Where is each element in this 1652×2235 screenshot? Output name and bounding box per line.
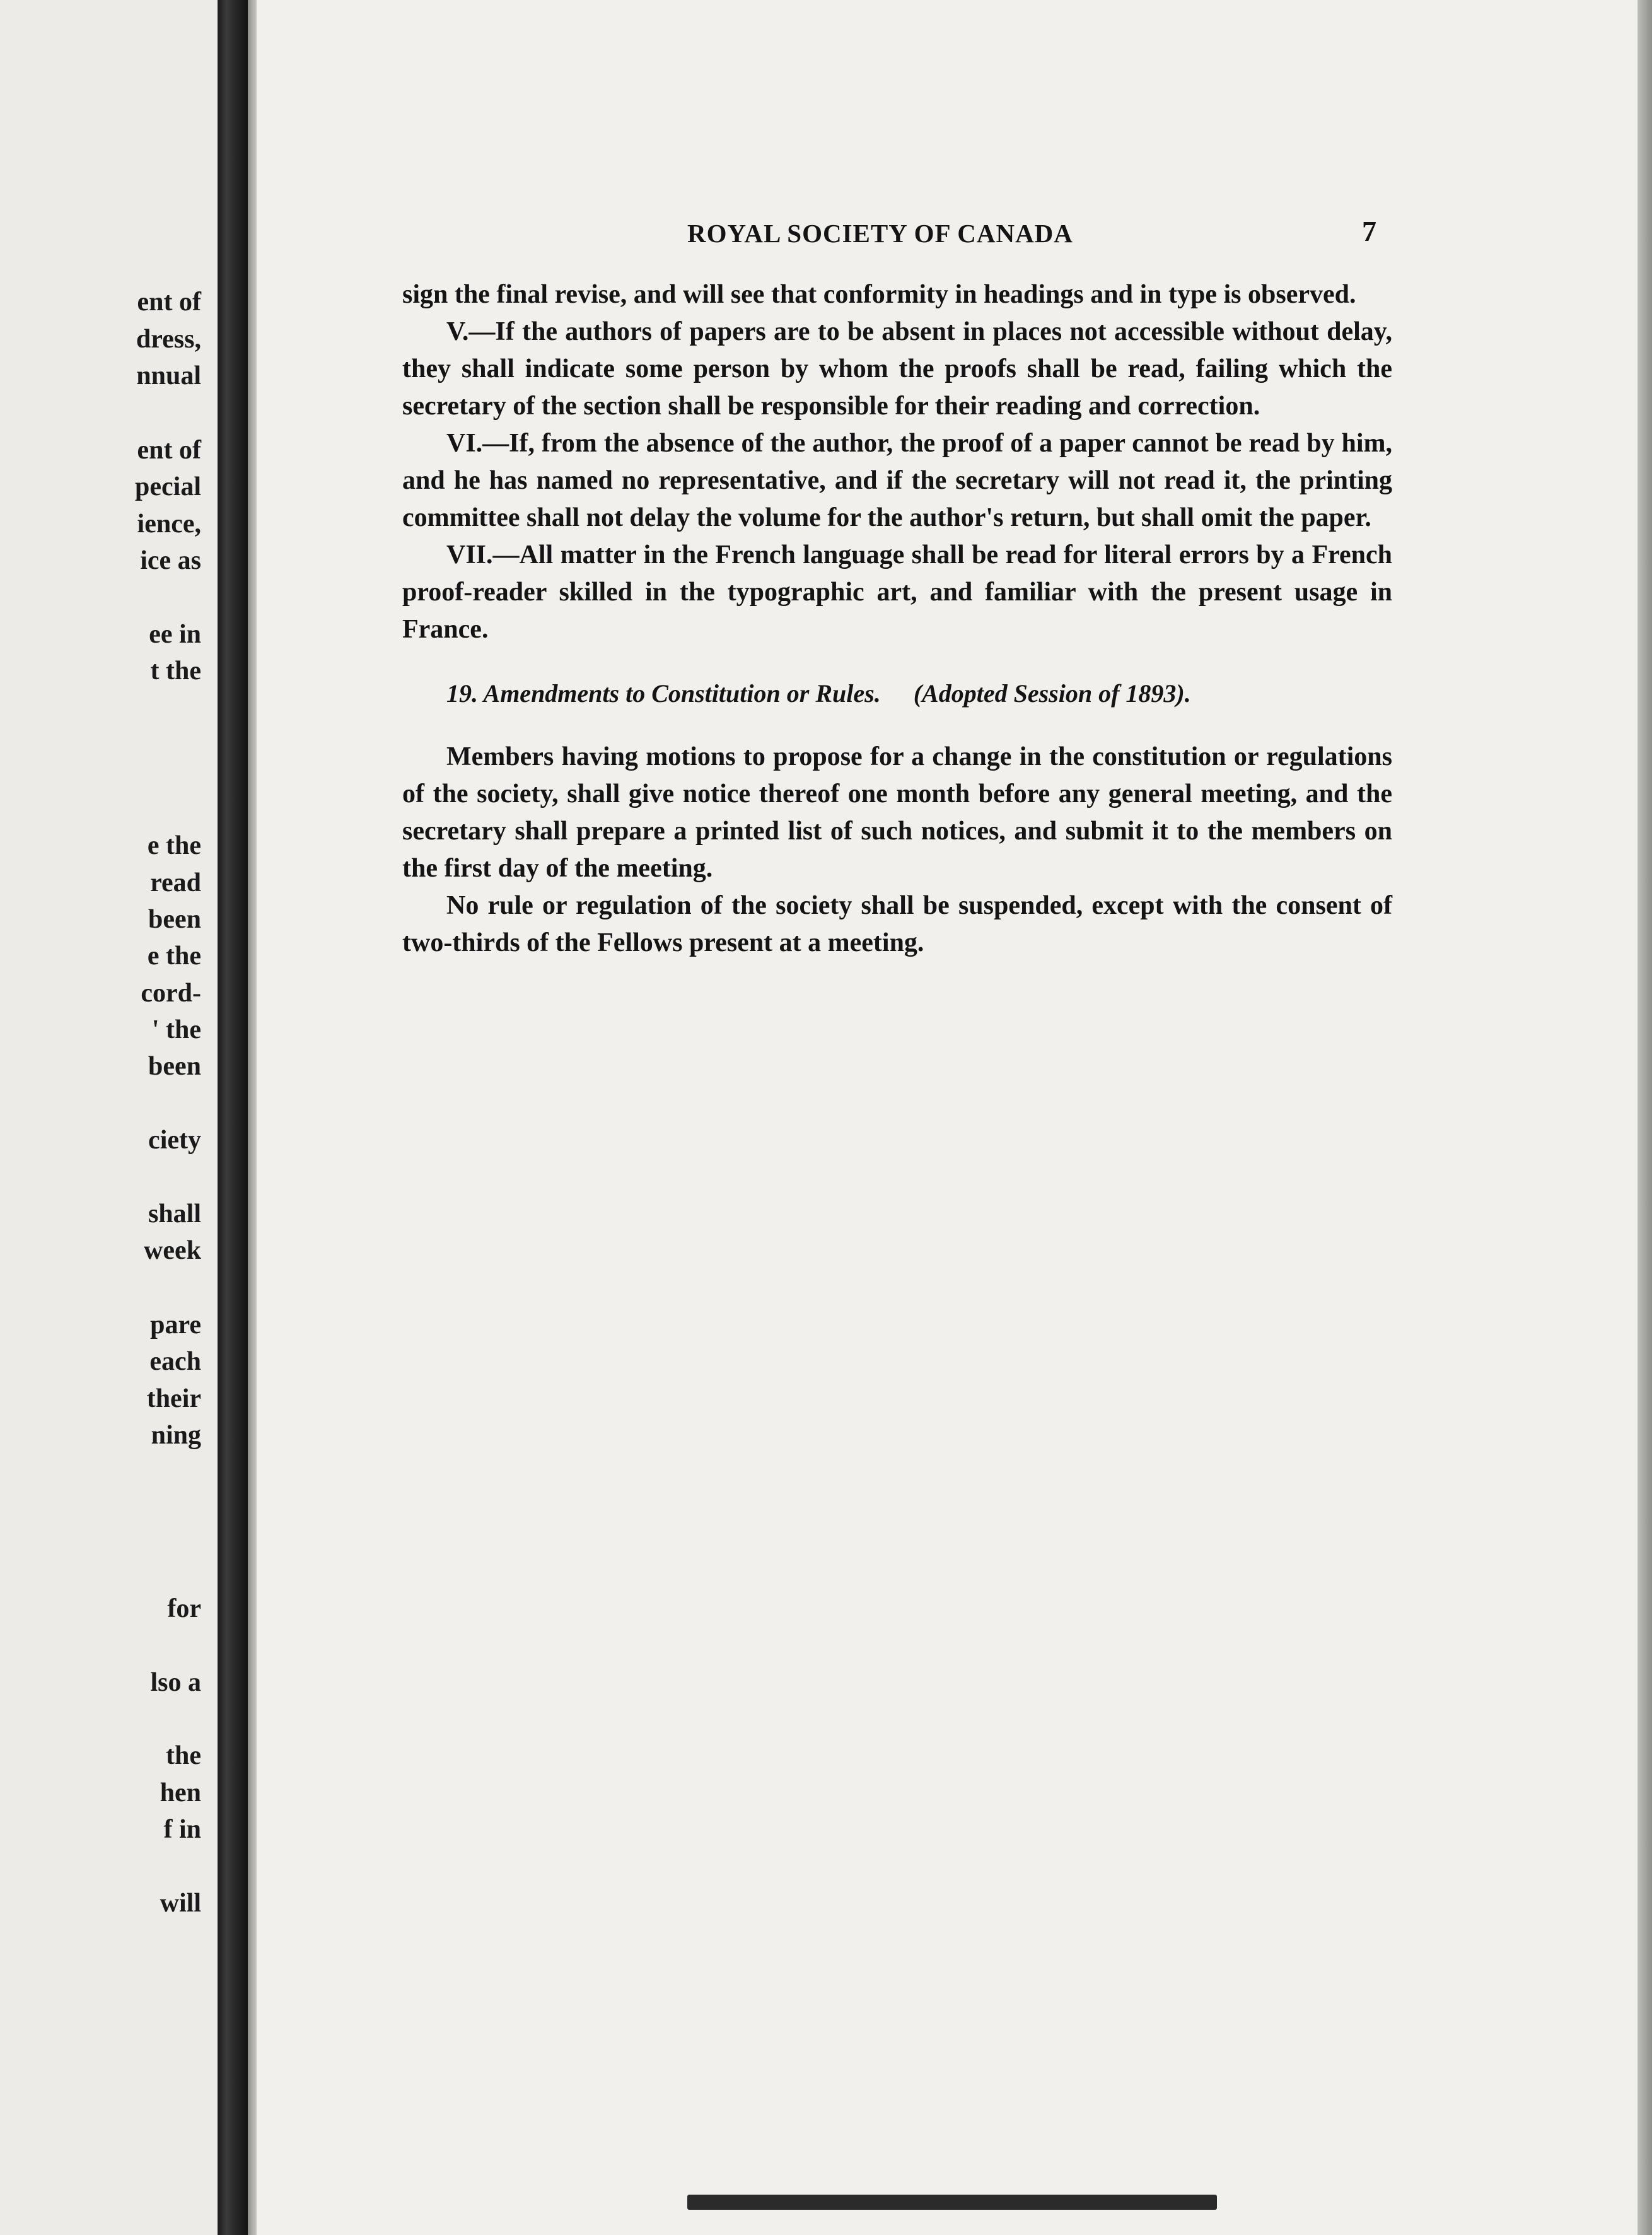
left-page-fragment: dress, — [136, 325, 201, 354]
left-page-fragment: pare — [150, 1310, 201, 1339]
left-page-fragment: e the — [147, 942, 201, 971]
left-page-fragment: f in — [163, 1815, 201, 1844]
left-page-fragment: read — [150, 868, 201, 897]
left-page-fragment: the — [166, 1741, 201, 1770]
left-page-fragment: ' the — [151, 1015, 201, 1044]
left-page-fragment: cord- — [141, 979, 201, 1008]
left-page-fragment: ning — [151, 1421, 201, 1450]
left-page-fragment: nnual — [136, 361, 201, 390]
page-number: 7 — [1362, 215, 1376, 247]
section-heading-title: 19. Amendments to Constitution or Rules. — [446, 679, 881, 708]
section-heading — [402, 675, 1392, 712]
left-page-fragment: ciety — [148, 1126, 201, 1155]
left-page-fragment: ee in — [149, 620, 201, 649]
paragraph: sign the final revise, and will see that conformity in headings and in type is observed. — [402, 280, 1356, 309]
gutter-edge — [248, 0, 257, 2235]
left-page-fragment: lso a — [150, 1668, 201, 1697]
paragraph: VII.—All matter in the French language shall be read for literal errors by a French proof-reader skilled in the typographic art, and familiar with the present usage in France. — [402, 540, 1392, 644]
paragraph: No rule or regulation of the society shall be suspended, except with the consent of two-thirds of the Fellows present at a meeting. — [402, 891, 1392, 957]
left-page-fragment: their — [146, 1384, 201, 1413]
book-gutter — [218, 0, 248, 2235]
left-page-fragment: week — [144, 1236, 201, 1265]
left-page-fragment: shall — [148, 1199, 201, 1228]
left-page-fragment: t the — [150, 656, 201, 686]
running-head: ROYAL SOCIETY OF CANADA — [687, 219, 1073, 248]
left-page-fragment: been — [148, 1052, 201, 1081]
left-page-fragment: ent of — [137, 436, 201, 465]
page-body — [402, 276, 1392, 962]
section-heading-note: (Adopted Session of 1893). — [913, 679, 1191, 708]
left-page-fragment: hen — [160, 1778, 201, 1807]
scan-artifact — [687, 2195, 1217, 2210]
left-page-fragment: e the — [147, 831, 201, 860]
left-facing-page — [0, 0, 218, 2235]
left-page-fragment: pecial — [135, 472, 201, 501]
paragraph: V.—If the authors of papers are to be absent in places not accessible without delay, they shall indicate some person by whom the proofs shall be read, failing which the secretary of the section shall be responsible for their reading and correction. — [402, 317, 1392, 421]
left-page-fragment: been — [148, 905, 201, 934]
left-page-fragment: for — [167, 1594, 201, 1623]
page-edge-shadow — [1637, 0, 1652, 2235]
paragraph: VI.—If, from the absence of the author, the proof of a paper cannot be read by him, and he has named no representative, and if the secretary will not read it, the printing committee shall not delay the volume for the author's return, but shall omit the paper. — [402, 429, 1392, 532]
left-page-fragment: each — [149, 1347, 201, 1376]
left-page-fragment: ience, — [137, 510, 201, 539]
left-page-fragment: ent of — [137, 288, 201, 317]
paragraph: Members having motions to propose for a change in the constitution or regulations of the society, shall give notice thereof one month before any general meeting, and the secretary shall prepare a printed list of such notices, and submit it to the members on the first day of the meeting. — [402, 742, 1392, 883]
left-page-fragment: ice as — [140, 546, 201, 575]
left-page-fragment: will — [160, 1889, 201, 1918]
